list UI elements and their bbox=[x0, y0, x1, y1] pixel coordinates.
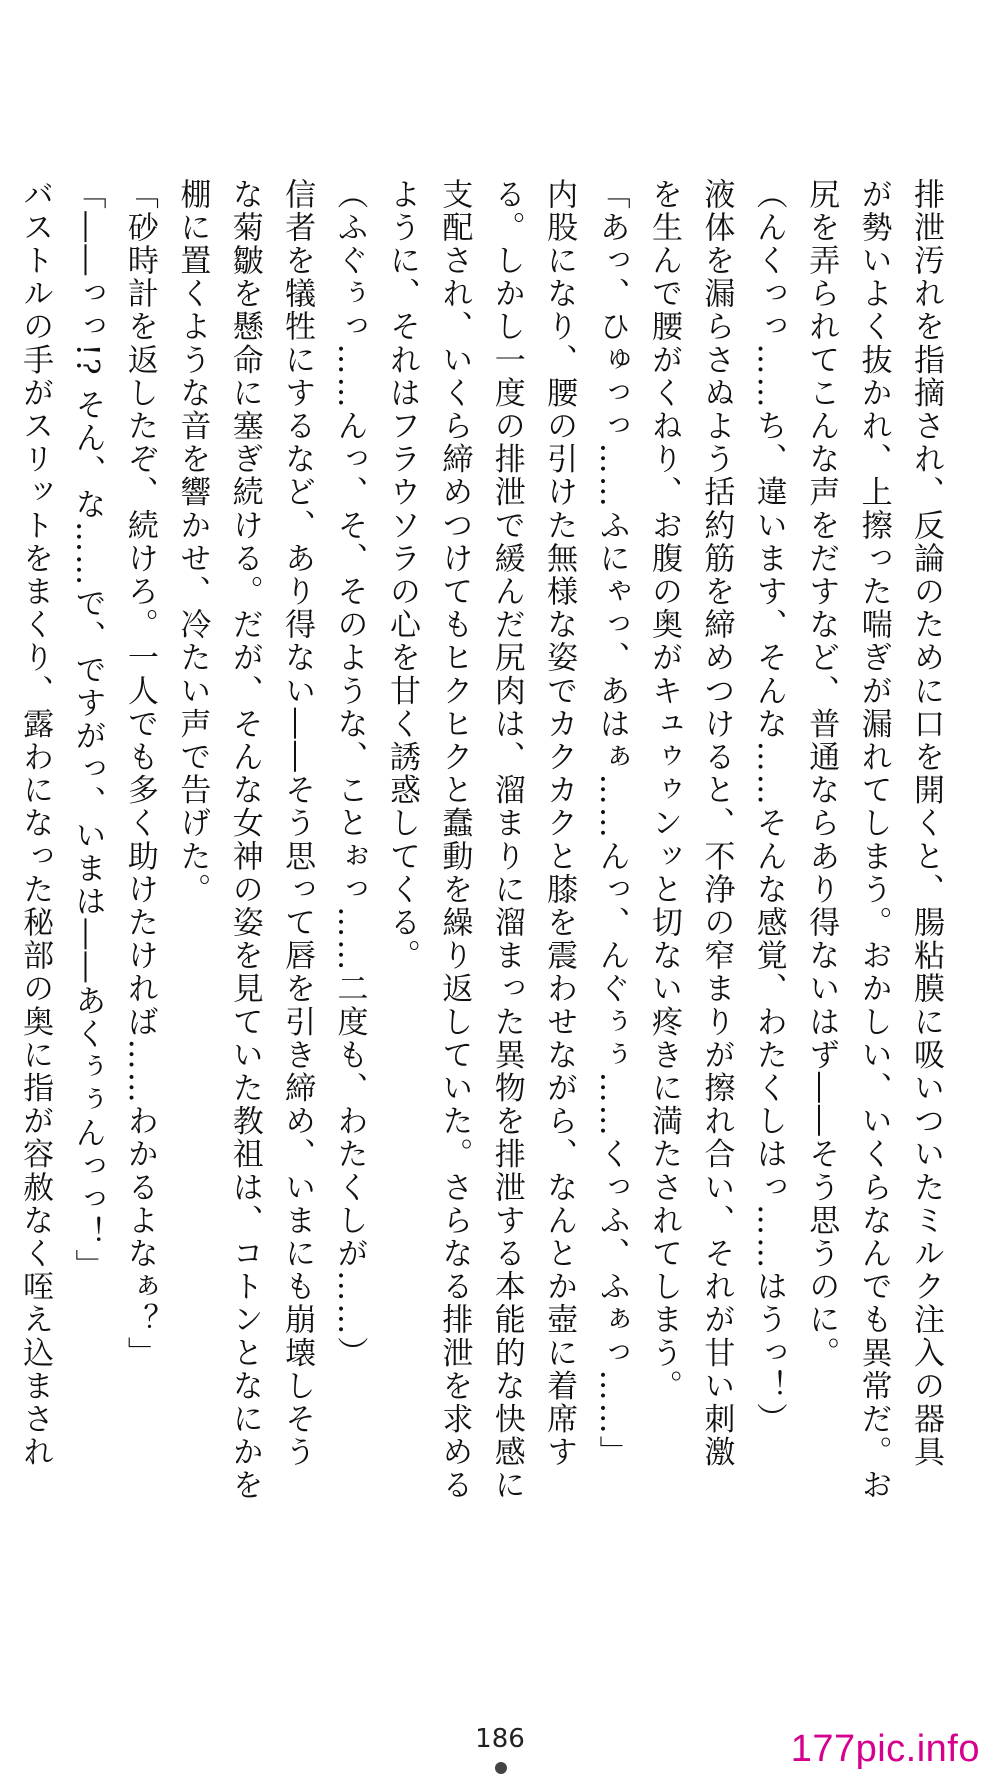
text-line: （んくっっ……ち、違います、そんな……そんな感覚、わたくしはっ……はうっ！） bbox=[750, 178, 787, 1436]
page-ornament-icon bbox=[495, 1762, 507, 1774]
text-line: を生んで腰がくねり、お腹の奥がキュゥゥンッと切ない疼きに満たされてしまう。 bbox=[645, 178, 682, 1403]
text-line: 排泄汚れを指摘され、反論のために口を開くと、腸粘膜に吸いついたミルク注入の器具 bbox=[908, 178, 944, 1469]
text-line: 信者を犠牲にするなど、あり得ない――そう思って唇を引き締め、いまにも崩壊しそう bbox=[279, 178, 316, 1469]
text-line: 液体を漏らさぬよう括約筋を締めつけると、不浄の窄まりが擦れ合い、それが甘い刺激 bbox=[698, 178, 735, 1469]
text-line: 「あっ、ひゅっっ……ふにゃっ、あはぁ……んっ、んぐぅぅ……くっふ、ふぁっ……」 bbox=[593, 178, 630, 1469]
text-line: 「砂時計を返したぞ、続けろ。一人でも多く助けたければ……わかるよなぁ？」 bbox=[121, 178, 158, 1370]
text-line: 「――っっ!? そん、な……で、ですがっ、いまは――あくぅぅんっっ！」 bbox=[69, 178, 106, 1283]
vertical-text-block bbox=[17, 178, 952, 1502]
watermark-text: 177pic.info bbox=[790, 1728, 980, 1770]
text-line: 棚に置くような音を響かせ、冷たい声で告げた。 bbox=[174, 178, 211, 907]
text-line: な菊皺を懸命に塞ぎ続ける。だが、そんな女神の姿を見ていた教祖は、コトンとなにかを bbox=[226, 178, 263, 1502]
text-line: 支配され、いくら締めつけてもヒクヒクと蠢動を繰り返していた。さらなる排泄を求める bbox=[436, 178, 473, 1502]
text-line: 内股になり、腰の引けた無様な姿でカクカクと膝を震わせながら、なんとか壺に着席す bbox=[541, 178, 578, 1469]
text-line: （ふぐぅっ……んっ、そ、そのような、ことぉっ……二度も、わたくしが……） bbox=[331, 178, 368, 1370]
text-line: ように、それはフラウソラの心を甘く誘惑してくる。 bbox=[383, 178, 420, 973]
text-line: る。しかし一度の排泄で緩んだ尻肉は、溜まりに溜まった異物を排泄する本能的な快感に bbox=[488, 178, 525, 1502]
text-line: バストルの手がスリットをまくり、露わになった秘部の奥に指が容赦なく咥え込まされ bbox=[17, 178, 54, 1469]
text-line: 尻を弄られてこんな声をだすなど、普通ならあり得ないはず――そう思うのに。 bbox=[803, 178, 840, 1370]
text-line: が勢いよく抜かれ、上擦った喘ぎが漏れてしまう。おかしい、いくらなんでも異常だ。お bbox=[855, 178, 892, 1502]
page-number: 186 bbox=[475, 1724, 525, 1754]
